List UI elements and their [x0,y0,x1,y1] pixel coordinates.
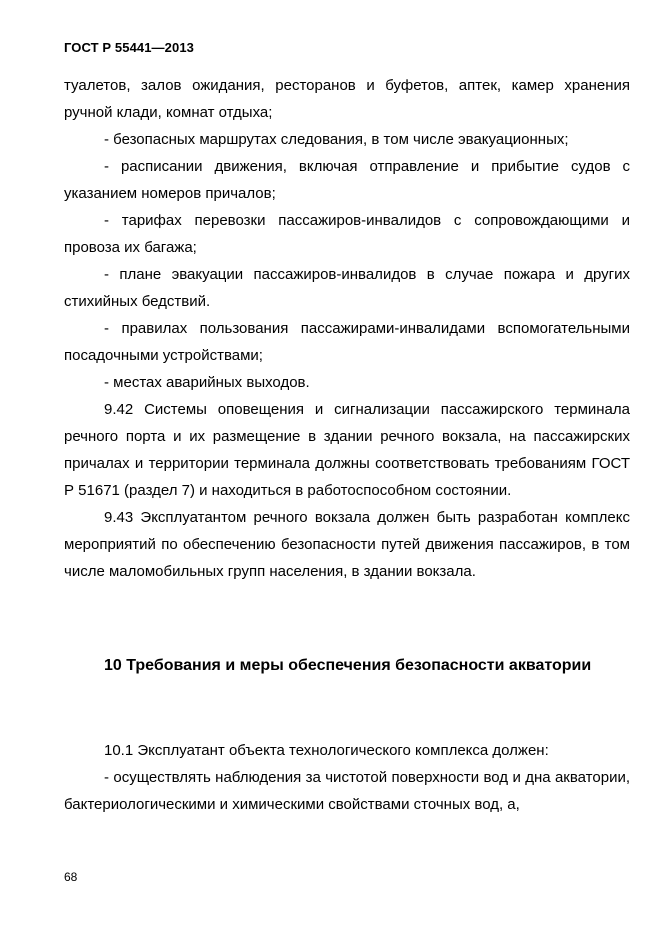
list-item: - тарифах перевозки пассажиров-инвалидов с сопровождающими и провоза их багажа; [64,212,630,256]
document-header: ГОСТ Р 55441—2013 [64,40,194,55]
list-item: - расписании движения, включая отправление и прибытие судов с указанием номеров причалов; [64,158,630,202]
clause-9-43: 9.43 Эксплуатантом речного вокзала должен быть разработан комплекс мероприятий по обеспечению безопасности путей движения пассажиров, в том числе маломобильных групп населения, в здании вокзала. [64,509,630,580]
list-item: - плане эвакуации пассажиров-инвалидов в случае пожара и других стихийных бедствий. [64,266,630,310]
continuation-paragraph: туалетов, залов ожидания, ресторанов и буфетов, аптек, камер хранения ручной клади, комнат отдыха; [64,77,630,121]
document-body [64,72,630,818]
list-item: - местах аварийных выходов. [104,374,310,391]
list-item: - безопасных маршрутах следования, в том числе эвакуационных; [104,131,569,148]
section-title: 10 Требования и меры обеспечения безопасности акватории [104,657,592,674]
clause-10-1: 10.1 Эксплуатант объекта технологического комплекса должен: [104,742,549,759]
clause-9-42: 9.42 Системы оповещения и сигнализации пассажирского терминала речного порта и их размещение в здании речного вокзала, на пассажирских причалах и территории терминала должны соответствовать требованиям ГОСТ Р 51671 (раздел 7) и находиться в работоспособном состоянии. [64,401,630,499]
list-item: - осуществлять наблюдения за чистотой поверхности вод и дна акватории, бактериологическими и химическими свойствами сточных вод, а, [64,769,630,813]
page-number: 68 [64,870,78,884]
list-item: - правилах пользования пассажирами-инвалидами вспомогательными посадочными устройствами; [64,320,630,364]
